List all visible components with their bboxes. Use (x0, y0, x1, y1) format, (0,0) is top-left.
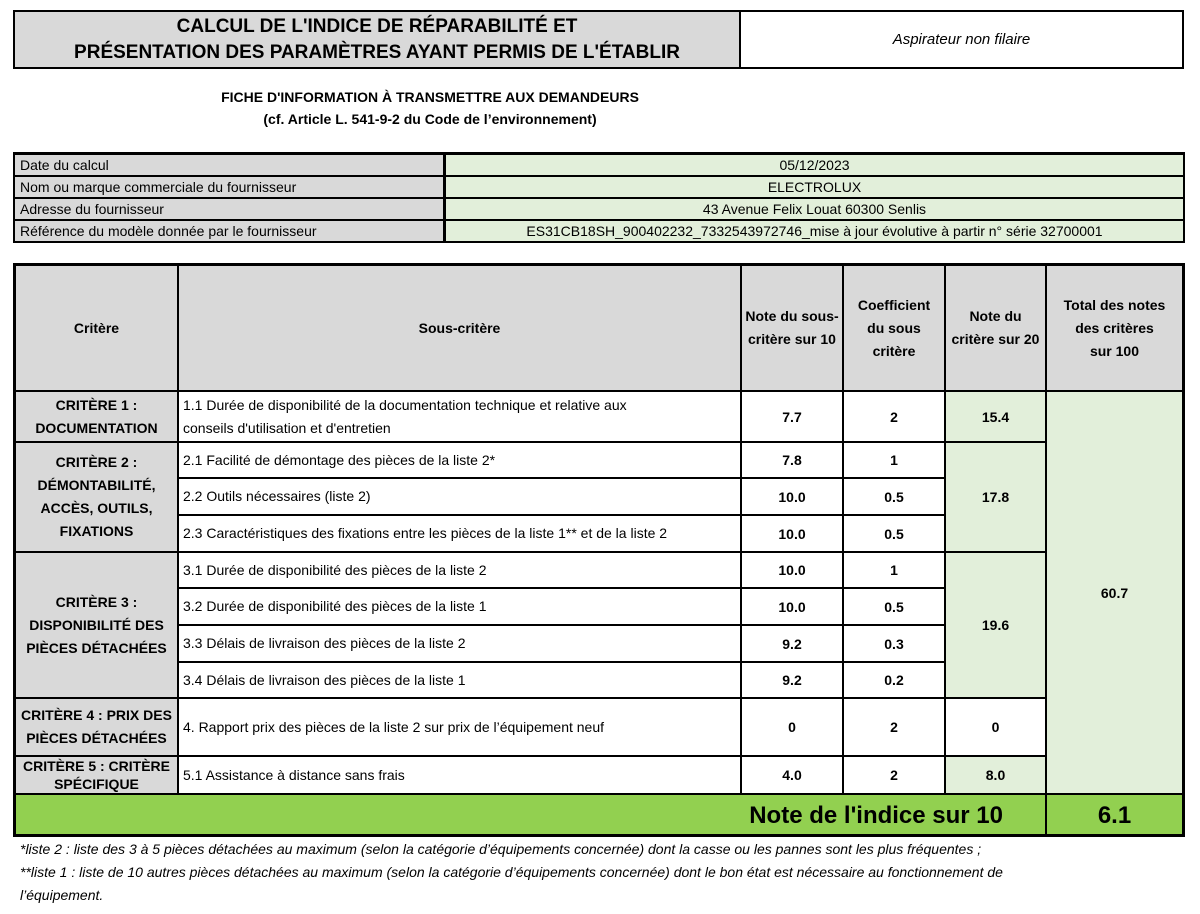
info-value-brand: ELECTROLUX (444, 176, 1184, 198)
subcriterion-2-2: 2.2 Outils nécessaires (liste 2) (178, 478, 741, 515)
fiche-heading (120, 86, 740, 130)
subcriterion-1-1-coef: 2 (843, 391, 945, 442)
title-line-1: CALCUL DE L'INDICE DE RÉPARABILITÉ ET (176, 15, 578, 37)
criterion-2-line4: FIXATIONS (59, 523, 134, 539)
subcriterion-3-4-note: 9.2 (741, 662, 843, 698)
subcriterion-1-1-note: 7.7 (741, 391, 843, 442)
header-note-critere-line1: Note du (969, 308, 1022, 324)
subcriterion-3-1-note: 10.0 (741, 552, 843, 588)
info-value-address: 43 Avenue Felix Louat 60300 Senlis (444, 198, 1184, 220)
info-label-address: Adresse du fournisseur (14, 198, 444, 220)
info-label-brand: Nom ou marque commerciale du fournisseur (14, 176, 444, 198)
subcriterion-1-1-line1: 1.1 Durée de disponibilité de la documentation technique et relative aux (183, 396, 627, 413)
footnote-liste-1-cont: l’équipement. (20, 887, 104, 903)
header-sous-critere: Sous-critère (178, 265, 741, 391)
subcriterion-3-2-note: 10.0 (741, 588, 843, 625)
fiche-line-1: FICHE D'INFORMATION À TRANSMETTRE AUX DEMANDEURS (221, 89, 639, 105)
criterion-3-line1: CRITÈRE 3 : (55, 593, 138, 610)
info-value-reference: ES31CB18SH_900402232_7332543972746_mise à jour évolutive à partir n° série 32700001 (444, 220, 1184, 242)
footnote-liste-1: **liste 1 : liste de 10 autres pièces détachées au maximum (selon la catégorie d’équipements concernée) dont le bon état est nécessaire au fonctionnement de (20, 864, 1003, 880)
criterion-2-line2: DÉMONTABILITÉ, (37, 477, 156, 493)
subcriterion-2-3: 2.3 Caractéristiques des fixations entre les pièces de la liste 1** et de la liste 2 (178, 515, 741, 552)
subcriterion-2-3-coef: 0.5 (843, 515, 945, 552)
header-total-line1: Total des notes (1063, 296, 1166, 313)
header-coef-line1: Coefficient (857, 296, 931, 313)
header-total-line3: sur 100 (1089, 342, 1140, 359)
criterion-2-line3: ACCÈS, OUTILS, (40, 500, 153, 516)
subcriterion-3-2: 3.2 Durée de disponibilité des pièces de la liste 1 (178, 588, 741, 625)
criterion-3-line2: DISPONIBILITÉ DES (29, 616, 164, 633)
criterion-5-line2: SPÉCIFIQUE (54, 776, 139, 792)
subcriterion-3-3-note: 9.2 (741, 625, 843, 662)
subcriterion-3-3: 3.3 Délais de livraison des pièces de la liste 2 (178, 625, 741, 662)
scoring-table-frame (13, 263, 1185, 837)
document-title (13, 10, 741, 69)
criterion-2-line1: CRITÈRE 2 : (55, 454, 138, 470)
subcriterion-4-note: 0 (741, 698, 843, 756)
subcriterion-4: 4. Rapport prix des pièces de la liste 2 sur prix de l’équipement neuf (178, 698, 741, 756)
info-label-reference: Référence du modèle donnée par le fournisseur (14, 220, 444, 242)
subcriterion-2-1: 2.1 Facilité de démontage des pièces de la liste 2* (178, 442, 741, 478)
header-note-sous-line2: critère sur 10 (748, 331, 836, 347)
header-critere: Critère (15, 265, 178, 391)
subcriterion-2-2-coef: 0.5 (843, 478, 945, 515)
header-coef-line3: critère (872, 342, 916, 359)
criterion-3-score: 19.6 (945, 552, 1046, 698)
criterion-4-line1: CRITÈRE 4 : PRIX DES (21, 707, 172, 723)
header-note-critere-line2: critère sur 20 (951, 331, 1040, 347)
header-coef-line2: du sous (867, 319, 921, 336)
criterion-2-score: 17.8 (945, 442, 1046, 552)
criterion-1-score: 15.4 (945, 391, 1046, 442)
header-note-sous-line1: Note du sous- (745, 308, 839, 324)
subcriterion-4-coef: 2 (843, 698, 945, 756)
criterion-1-line2: DOCUMENTATION (35, 419, 158, 436)
total-score-100: 60.7 (1046, 391, 1183, 794)
subcriterion-5-1: 5.1 Assistance à distance sans frais (178, 756, 741, 794)
criterion-5-line1: CRITÈRE 5 : CRITÈRE (22, 758, 170, 774)
subcriterion-3-3-coef: 0.3 (843, 625, 945, 662)
info-value-date: 05/12/2023 (444, 154, 1184, 176)
final-index-value: 6.1 (1046, 794, 1183, 837)
subcriterion-5-1-coef: 2 (843, 756, 945, 794)
final-index-label: Note de l'indice sur 10 (15, 794, 1046, 837)
subcriterion-3-1: 3.1 Durée de disponibilité des pièces de la liste 2 (178, 552, 741, 588)
product-type: Aspirateur non filaire (741, 10, 1184, 69)
subcriterion-1-1-line2: conseils d'utilisation et d'entretien (183, 419, 391, 436)
subcriterion-3-4: 3.4 Délais de livraison des pièces de la liste 1 (178, 662, 741, 698)
header-total-line2: des critères (1075, 319, 1154, 336)
footnote-liste-2: *liste 2 : liste des 3 à 5 pièces détachées au maximum (selon la catégorie d’équipements concernée) dont la casse ou les pannes sont les plus fréquentes ; (20, 841, 982, 857)
info-table-frame (13, 152, 1185, 243)
criterion-1-line1: CRITÈRE 1 : (55, 396, 138, 413)
info-label-date: Date du calcul (14, 154, 444, 176)
subcriterion-3-1-coef: 1 (843, 552, 945, 588)
subcriterion-2-3-note: 10.0 (741, 515, 843, 552)
criterion-4-line2: PIÈCES DÉTACHÉES (26, 730, 167, 746)
subcriterion-2-2-note: 10.0 (741, 478, 843, 515)
criterion-3-line3: PIÈCES DÉTACHÉES (26, 639, 167, 656)
subcriterion-5-1-note: 4.0 (741, 756, 843, 794)
subcriterion-3-2-coef: 0.5 (843, 588, 945, 625)
criterion-4-score: 0 (945, 698, 1046, 756)
subcriterion-2-1-coef: 1 (843, 442, 945, 478)
subcriterion-3-4-coef: 0.2 (843, 662, 945, 698)
fiche-line-2: (cf. Article L. 541-9-2 du Code de l’environnement) (263, 111, 597, 127)
subcriterion-2-1-note: 7.8 (741, 442, 843, 478)
title-line-2: PRÉSENTATION DES PARAMÈTRES AYANT PERMIS DE L'ÉTABLIR (74, 41, 680, 63)
criterion-5-score: 8.0 (945, 756, 1046, 794)
